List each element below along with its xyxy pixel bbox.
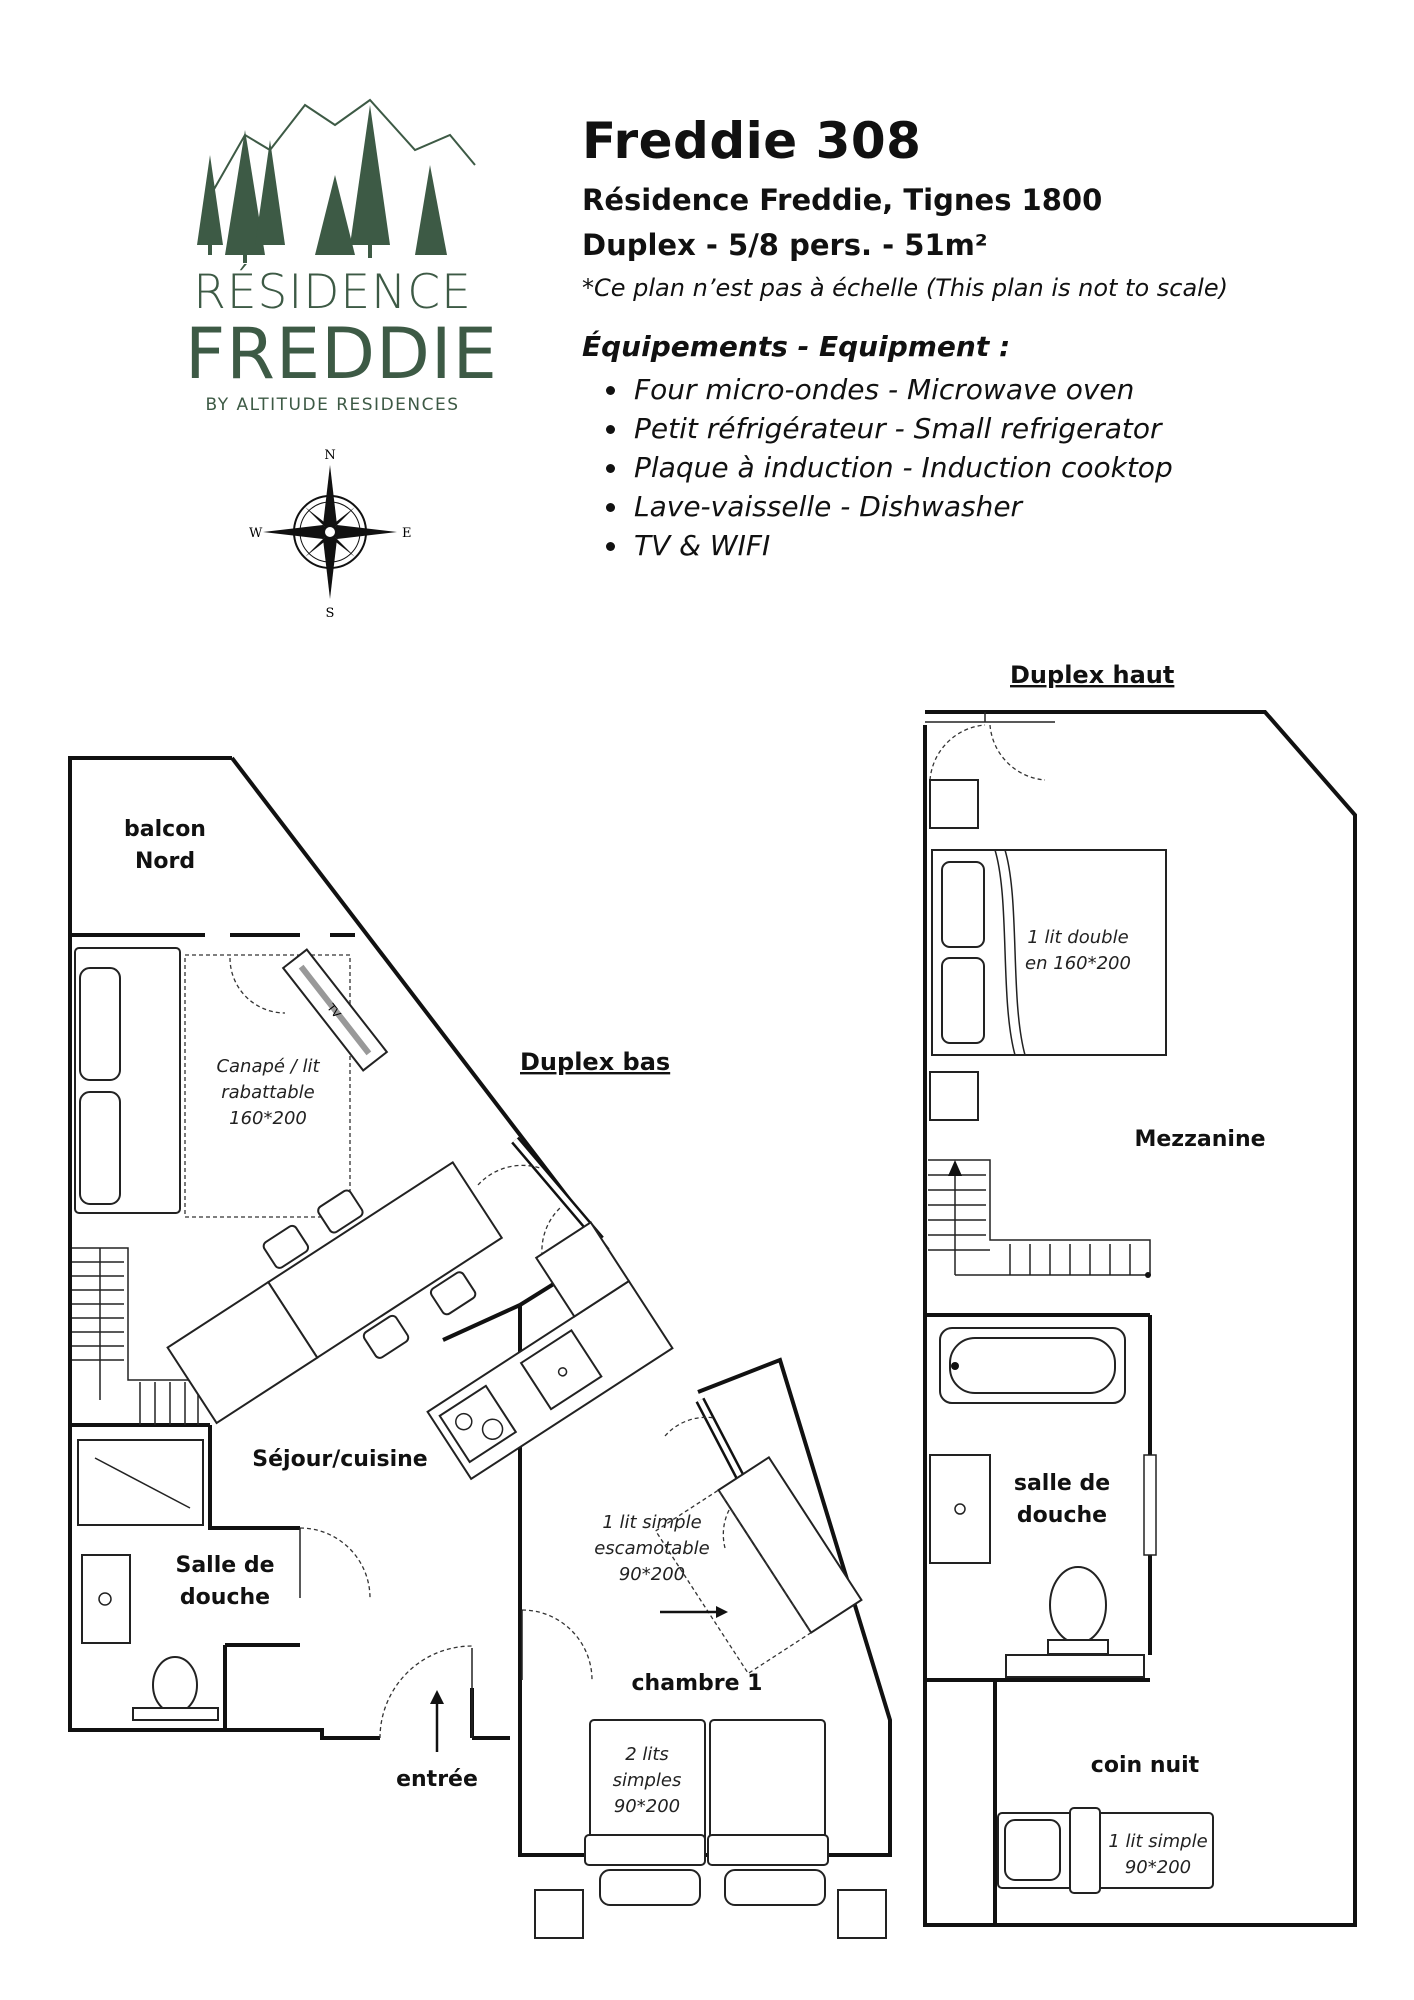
section-lower-floor: Duplex bas (520, 1048, 671, 1076)
equipment-item: • Lave-vaisselle - Dishwasher (630, 487, 1173, 526)
room-living: Séjour/cuisine (252, 1447, 428, 1472)
logo-word-residence: RÉSIDENCE (193, 265, 472, 320)
page-title: Freddie 308 (582, 112, 922, 170)
murphy-bed-label-1: 1 lit simple (602, 1512, 702, 1533)
room-bedroom: chambre 1 (631, 1671, 763, 1696)
room-shower-lower-1: Salle de (175, 1553, 275, 1578)
equipment-item: • TV & WIFI (630, 526, 1173, 565)
residence-line: Résidence Freddie, Tignes 1800 (582, 183, 1103, 217)
single-bed-label-1: 1 lit simple (1108, 1831, 1208, 1852)
room-shower-lower-2: douche (179, 1585, 271, 1610)
room-balcony-1: balcon (124, 817, 206, 842)
shower-fixtures-lower (78, 1440, 218, 1720)
room-mezzanine: Mezzanine (1134, 1127, 1266, 1152)
entrance-arrow (430, 1690, 444, 1752)
equipment-heading: Équipements - Equipment : (582, 330, 1011, 363)
twin-beds-label-2: simples (612, 1770, 682, 1791)
room-shower-upper-2: douche (1016, 1503, 1108, 1528)
section-upper-floor: Duplex haut (1010, 661, 1175, 689)
room-entrance: entrée (396, 1767, 478, 1792)
specs-line: Duplex - 5/8 pers. - 51m² (582, 228, 988, 262)
room-sleeping-nook: coin nuit (1090, 1753, 1200, 1778)
logo-word-freddie: FREDDIE (185, 313, 498, 395)
tv (283, 950, 387, 1071)
room-balcony-2: Nord (134, 849, 196, 874)
single-bed-label-2: 90*200 (1124, 1857, 1192, 1878)
compass-north: N (324, 448, 336, 463)
equipment-item: • Petit réfrigérateur - Small refrigerator (630, 409, 1173, 448)
logo-tagline: BY ALTITUDE RESIDENCES (205, 395, 460, 415)
scale-note: *Ce plan n’est pas à échelle (This plan is not to scale) (582, 274, 1228, 302)
twin-beds (535, 1720, 886, 1938)
room-shower-upper-1: salle de (1013, 1471, 1111, 1496)
compass-south: S (325, 606, 335, 620)
sofa-bed-label-2: rabattable (221, 1082, 315, 1103)
single-bed (998, 1808, 1213, 1893)
double-bed-label-1: 1 lit double (1027, 927, 1129, 948)
murphy-bed-label-3: 90*200 (618, 1564, 686, 1585)
double-bed (930, 780, 1166, 1120)
compass-east: E (402, 526, 412, 541)
twin-beds-label-3: 90*200 (613, 1796, 681, 1817)
compass-west: W (249, 526, 263, 541)
sofa-bed-label-3: 160*200 (229, 1108, 307, 1129)
equipment-item: • Four micro-ondes - Microwave oven (630, 370, 1173, 409)
equipment-item: • Plaque à induction - Induction cooktop (630, 448, 1173, 487)
sofa-bed-label-1: Canapé / lit (216, 1056, 320, 1077)
murphy-bed-label-2: escamotable (594, 1538, 710, 1559)
tv-label: TV (324, 1001, 344, 1021)
double-bed-label-2: en 160*200 (1025, 953, 1131, 974)
twin-beds-label-1: 2 lits (625, 1744, 669, 1765)
